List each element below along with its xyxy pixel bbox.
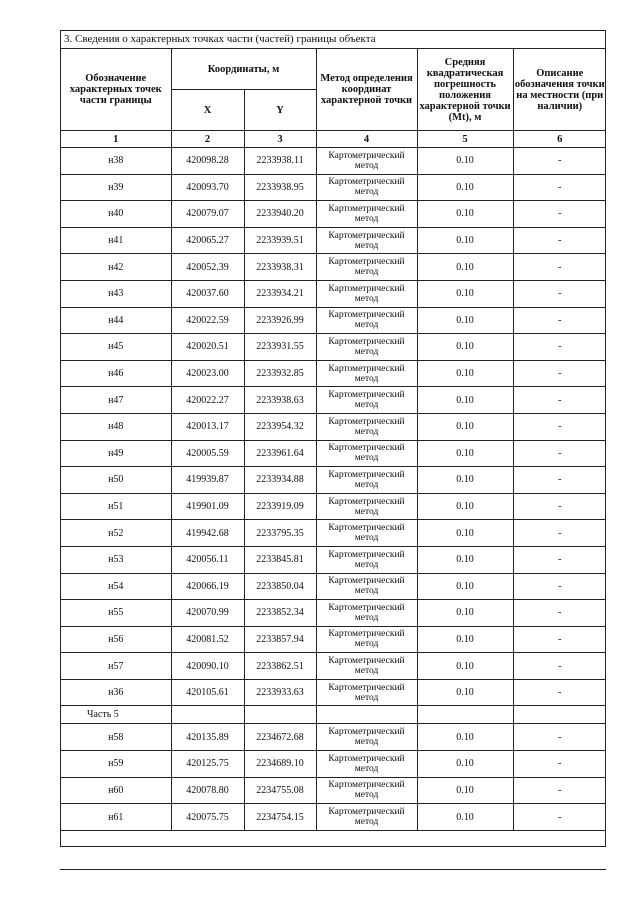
coord-x: 420037.60 bbox=[171, 280, 244, 307]
point-designation: н61 bbox=[61, 804, 171, 831]
coord-x: 419901.09 bbox=[171, 493, 244, 520]
method-cell: Картометрический метод bbox=[316, 679, 417, 706]
table-row bbox=[61, 493, 606, 520]
empty-cell bbox=[417, 706, 513, 724]
coord-x: 420105.61 bbox=[171, 679, 244, 706]
error-cell: 0.10 bbox=[417, 280, 513, 307]
method-cell: Картометрический метод bbox=[316, 724, 417, 751]
point-designation: н42 bbox=[61, 254, 171, 281]
coord-y: 2234672.68 bbox=[244, 724, 316, 751]
table-row bbox=[61, 227, 606, 254]
coord-y: 2233938.63 bbox=[244, 387, 316, 414]
point-designation: н55 bbox=[61, 600, 171, 627]
table-row bbox=[61, 334, 606, 361]
part-row bbox=[61, 706, 606, 724]
method-cell: Картометрический метод bbox=[316, 174, 417, 201]
error-cell: 0.10 bbox=[417, 626, 513, 653]
error-cell: 0.10 bbox=[417, 751, 513, 778]
description-cell: - bbox=[513, 724, 606, 751]
error-cell: 0.10 bbox=[417, 653, 513, 680]
column-number: 2 bbox=[171, 131, 244, 148]
coord-y: 2233939.51 bbox=[244, 227, 316, 254]
coord-y: 2233857.94 bbox=[244, 626, 316, 653]
error-cell: 0.10 bbox=[417, 148, 513, 175]
table-row bbox=[61, 600, 606, 627]
coord-x: 420078.80 bbox=[171, 777, 244, 804]
point-designation: н58 bbox=[61, 724, 171, 751]
point-designation: н51 bbox=[61, 493, 171, 520]
coord-y: 2233938.11 bbox=[244, 148, 316, 175]
error-cell: 0.10 bbox=[417, 467, 513, 494]
error-cell: 0.10 bbox=[417, 360, 513, 387]
part-label: Часть 5 bbox=[61, 706, 171, 724]
point-designation: н59 bbox=[61, 751, 171, 778]
coord-x: 420125.75 bbox=[171, 751, 244, 778]
point-designation: н56 bbox=[61, 626, 171, 653]
point-designation: н39 bbox=[61, 174, 171, 201]
header-coordinates: Координаты, м bbox=[171, 49, 316, 90]
boundary-points-table bbox=[61, 49, 606, 831]
coord-y: 2234755.08 bbox=[244, 777, 316, 804]
table-row bbox=[61, 387, 606, 414]
coord-y: 2233954.32 bbox=[244, 413, 316, 440]
coord-x: 420090.10 bbox=[171, 653, 244, 680]
coord-y: 2234754.15 bbox=[244, 804, 316, 831]
method-cell: Картометрический метод bbox=[316, 626, 417, 653]
method-cell: Картометрический метод bbox=[316, 227, 417, 254]
method-cell: Картометрический метод bbox=[316, 413, 417, 440]
description-cell: - bbox=[513, 254, 606, 281]
table-row bbox=[61, 546, 606, 573]
header-y: Y bbox=[244, 90, 316, 131]
coord-x: 420066.19 bbox=[171, 573, 244, 600]
description-cell: - bbox=[513, 227, 606, 254]
coord-x: 420022.59 bbox=[171, 307, 244, 334]
coord-x: 420020.51 bbox=[171, 334, 244, 361]
empty-cell bbox=[171, 706, 244, 724]
description-cell: - bbox=[513, 626, 606, 653]
coord-x: 420075.75 bbox=[171, 804, 244, 831]
header-description: Описание обозначения точки на местности (при наличии) bbox=[513, 49, 606, 131]
method-cell: Картометрический метод bbox=[316, 280, 417, 307]
coord-y: 2233934.21 bbox=[244, 280, 316, 307]
point-designation: н40 bbox=[61, 201, 171, 228]
method-cell: Картометрический метод bbox=[316, 804, 417, 831]
description-cell: - bbox=[513, 679, 606, 706]
table-row bbox=[61, 174, 606, 201]
coord-y: 2233932.85 bbox=[244, 360, 316, 387]
point-designation: н52 bbox=[61, 520, 171, 547]
table-row bbox=[61, 440, 606, 467]
point-designation: н38 bbox=[61, 148, 171, 175]
coord-x: 420135.89 bbox=[171, 724, 244, 751]
table-row bbox=[61, 280, 606, 307]
coord-x: 420056.11 bbox=[171, 546, 244, 573]
point-designation: н46 bbox=[61, 360, 171, 387]
coord-y: 2233940.20 bbox=[244, 201, 316, 228]
coord-x: 420070.99 bbox=[171, 600, 244, 627]
coord-x: 420065.27 bbox=[171, 227, 244, 254]
method-cell: Картометрический метод bbox=[316, 751, 417, 778]
footer-divider bbox=[60, 869, 606, 870]
method-cell: Картометрический метод bbox=[316, 573, 417, 600]
coord-x: 420005.59 bbox=[171, 440, 244, 467]
error-cell: 0.10 bbox=[417, 546, 513, 573]
error-cell: 0.10 bbox=[417, 520, 513, 547]
coord-y: 2233852.34 bbox=[244, 600, 316, 627]
error-cell: 0.10 bbox=[417, 174, 513, 201]
point-designation: н44 bbox=[61, 307, 171, 334]
error-cell: 0.10 bbox=[417, 334, 513, 361]
coord-y: 2233845.81 bbox=[244, 546, 316, 573]
method-cell: Картометрический метод bbox=[316, 201, 417, 228]
point-designation: н41 bbox=[61, 227, 171, 254]
coord-y: 2233934.88 bbox=[244, 467, 316, 494]
description-cell: - bbox=[513, 546, 606, 573]
coord-x: 420098.28 bbox=[171, 148, 244, 175]
error-cell: 0.10 bbox=[417, 201, 513, 228]
header-error: Средняя квадратическая погрешность положения характерной точки (Mt), м bbox=[417, 49, 513, 131]
table-body bbox=[61, 148, 606, 831]
description-cell: - bbox=[513, 174, 606, 201]
empty-cell bbox=[316, 706, 417, 724]
coord-x: 420081.52 bbox=[171, 626, 244, 653]
description-cell: - bbox=[513, 334, 606, 361]
description-cell: - bbox=[513, 777, 606, 804]
method-cell: Картометрический метод bbox=[316, 307, 417, 334]
empty-cell bbox=[244, 706, 316, 724]
coord-y: 2233938.95 bbox=[244, 174, 316, 201]
point-designation: н49 bbox=[61, 440, 171, 467]
description-cell: - bbox=[513, 804, 606, 831]
error-cell: 0.10 bbox=[417, 387, 513, 414]
table-row bbox=[61, 653, 606, 680]
method-cell: Картометрический метод bbox=[316, 520, 417, 547]
method-cell: Картометрический метод bbox=[316, 254, 417, 281]
error-cell: 0.10 bbox=[417, 413, 513, 440]
coord-x: 419939.87 bbox=[171, 467, 244, 494]
description-cell: - bbox=[513, 493, 606, 520]
coord-x: 420023.00 bbox=[171, 360, 244, 387]
coord-y: 2233850.04 bbox=[244, 573, 316, 600]
point-designation: н54 bbox=[61, 573, 171, 600]
column-number: 1 bbox=[61, 131, 171, 148]
table-row bbox=[61, 148, 606, 175]
description-cell: - bbox=[513, 387, 606, 414]
method-cell: Картометрический метод bbox=[316, 653, 417, 680]
point-designation: н43 bbox=[61, 280, 171, 307]
description-cell: - bbox=[513, 360, 606, 387]
description-cell: - bbox=[513, 520, 606, 547]
coord-y: 2233919.09 bbox=[244, 493, 316, 520]
coord-x: 420052.39 bbox=[171, 254, 244, 281]
table-row bbox=[61, 751, 606, 778]
description-cell: - bbox=[513, 307, 606, 334]
table-row bbox=[61, 520, 606, 547]
method-cell: Картометрический метод bbox=[316, 360, 417, 387]
coord-y: 2233938.31 bbox=[244, 254, 316, 281]
method-cell: Картометрический метод bbox=[316, 777, 417, 804]
table-row bbox=[61, 724, 606, 751]
coord-y: 2233961.64 bbox=[244, 440, 316, 467]
coord-y: 2233931.55 bbox=[244, 334, 316, 361]
column-number: 5 bbox=[417, 131, 513, 148]
point-designation: н45 bbox=[61, 334, 171, 361]
coord-x: 420013.17 bbox=[171, 413, 244, 440]
point-designation: н50 bbox=[61, 467, 171, 494]
document-frame bbox=[60, 30, 606, 847]
header-method: Метод определения координат характерной точки bbox=[316, 49, 417, 131]
method-cell: Картометрический метод bbox=[316, 493, 417, 520]
error-cell: 0.10 bbox=[417, 724, 513, 751]
table-row bbox=[61, 413, 606, 440]
coord-x: 420093.70 bbox=[171, 174, 244, 201]
point-designation: н60 bbox=[61, 777, 171, 804]
coord-x: 420079.07 bbox=[171, 201, 244, 228]
error-cell: 0.10 bbox=[417, 777, 513, 804]
method-cell: Картометрический метод bbox=[316, 334, 417, 361]
description-cell: - bbox=[513, 148, 606, 175]
method-cell: Картометрический метод bbox=[316, 546, 417, 573]
error-cell: 0.10 bbox=[417, 804, 513, 831]
section-title: 3. Сведения о характерных точках части (частей) границы объекта bbox=[61, 31, 605, 49]
description-cell: - bbox=[513, 440, 606, 467]
error-cell: 0.10 bbox=[417, 254, 513, 281]
description-cell: - bbox=[513, 201, 606, 228]
column-number: 4 bbox=[316, 131, 417, 148]
point-designation: н57 bbox=[61, 653, 171, 680]
error-cell: 0.10 bbox=[417, 600, 513, 627]
description-cell: - bbox=[513, 573, 606, 600]
point-designation: н36 bbox=[61, 679, 171, 706]
table-row bbox=[61, 626, 606, 653]
table-row bbox=[61, 254, 606, 281]
table-row bbox=[61, 307, 606, 334]
table-row bbox=[61, 360, 606, 387]
column-number: 6 bbox=[513, 131, 606, 148]
coord-y: 2233795.35 bbox=[244, 520, 316, 547]
header-x: X bbox=[171, 90, 244, 131]
coord-y: 2234689.10 bbox=[244, 751, 316, 778]
method-cell: Картометрический метод bbox=[316, 148, 417, 175]
point-designation: н53 bbox=[61, 546, 171, 573]
coord-x: 420022.27 bbox=[171, 387, 244, 414]
point-designation: н47 bbox=[61, 387, 171, 414]
table-row bbox=[61, 573, 606, 600]
description-cell: - bbox=[513, 413, 606, 440]
coord-y: 2233862.51 bbox=[244, 653, 316, 680]
empty-cell bbox=[513, 706, 606, 724]
table-row bbox=[61, 467, 606, 494]
coord-x: 419942.68 bbox=[171, 520, 244, 547]
error-cell: 0.10 bbox=[417, 227, 513, 254]
method-cell: Картометрический метод bbox=[316, 600, 417, 627]
error-cell: 0.10 bbox=[417, 493, 513, 520]
table-row bbox=[61, 804, 606, 831]
column-number: 3 bbox=[244, 131, 316, 148]
description-cell: - bbox=[513, 653, 606, 680]
error-cell: 0.10 bbox=[417, 307, 513, 334]
method-cell: Картометрический метод bbox=[316, 467, 417, 494]
description-cell: - bbox=[513, 600, 606, 627]
description-cell: - bbox=[513, 751, 606, 778]
table-row bbox=[61, 201, 606, 228]
error-cell: 0.10 bbox=[417, 679, 513, 706]
point-designation: н48 bbox=[61, 413, 171, 440]
header-designation: Обозначение характерных точек части границы bbox=[61, 49, 171, 131]
error-cell: 0.10 bbox=[417, 573, 513, 600]
coord-y: 2233926.99 bbox=[244, 307, 316, 334]
description-cell: - bbox=[513, 280, 606, 307]
error-cell: 0.10 bbox=[417, 440, 513, 467]
method-cell: Картометрический метод bbox=[316, 387, 417, 414]
table-row bbox=[61, 777, 606, 804]
description-cell: - bbox=[513, 467, 606, 494]
table-row bbox=[61, 679, 606, 706]
method-cell: Картометрический метод bbox=[316, 440, 417, 467]
coord-y: 2233933.63 bbox=[244, 679, 316, 706]
